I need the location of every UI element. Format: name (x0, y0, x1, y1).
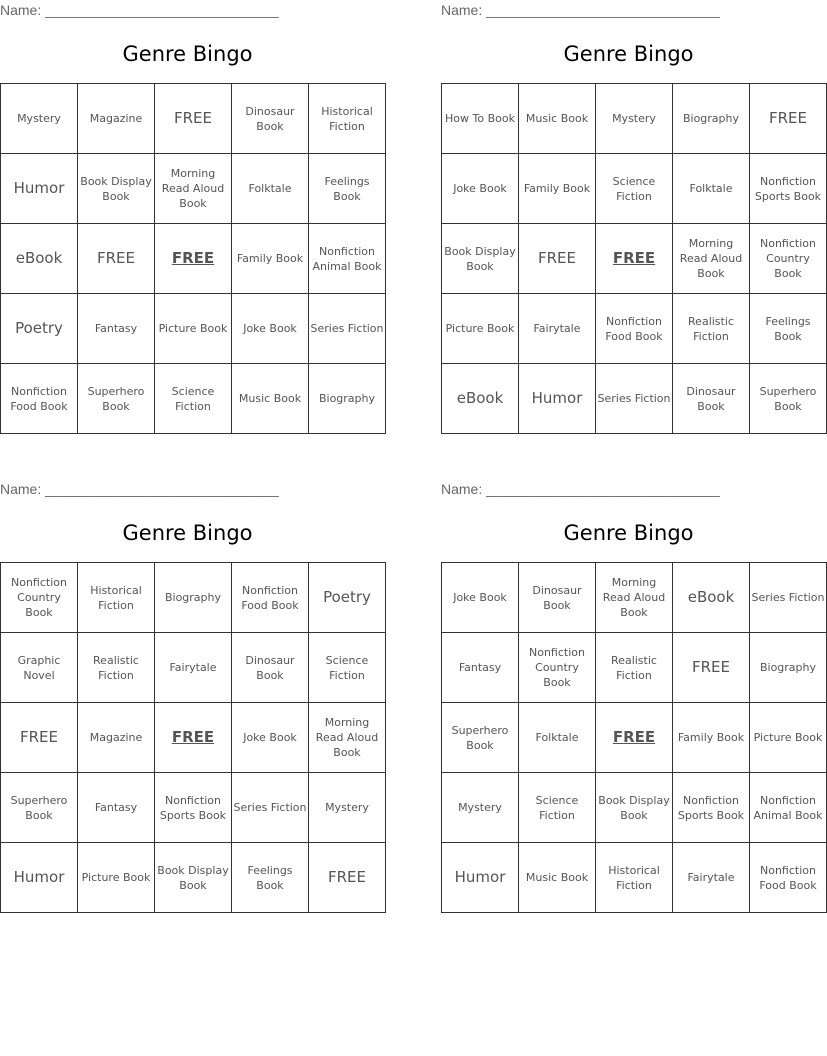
bingo-cell: Morning Read Aloud Book (673, 224, 750, 294)
card-title: Genre Bingo (563, 521, 694, 545)
bingo-cell: Humor (1, 843, 78, 913)
bingo-cell: Series Fiction (596, 364, 673, 434)
bingo-cell: Historical Fiction (78, 563, 155, 633)
bingo-cell: Nonfiction Country Book (750, 224, 827, 294)
bingo-cell: Biography (155, 563, 232, 633)
bingo-cell: Graphic Novel (1, 633, 78, 703)
card-title: Genre Bingo (122, 42, 253, 66)
center-free-cell: FREE (596, 703, 673, 773)
bingo-cell: Fairytale (519, 294, 596, 364)
grid-row (1, 84, 386, 154)
bingo-cell: Family Book (673, 703, 750, 773)
bingo-grid (441, 562, 827, 913)
bingo-card-1 (0, 0, 384, 436)
bingo-cell: Book Display Book (596, 773, 673, 843)
bingo-cell: Poetry (1, 294, 78, 364)
bingo-cell: Picture Book (78, 843, 155, 913)
bingo-cell: Series Fiction (309, 294, 386, 364)
bingo-cell: Folktale (519, 703, 596, 773)
grid-row (442, 773, 827, 843)
bingo-cell: FREE (78, 224, 155, 294)
grid-row (1, 633, 386, 703)
bingo-cell: Nonfiction Animal Book (750, 773, 827, 843)
grid-row (442, 84, 827, 154)
bingo-cell: Nonfiction Food Book (232, 563, 309, 633)
bingo-card-3 (0, 479, 379, 915)
bingo-cell: FREE (750, 84, 827, 154)
name-field-label: Name: ______________________________ (441, 481, 720, 497)
bingo-cell: FREE (155, 84, 232, 154)
bingo-cell: Family Book (519, 154, 596, 224)
bingo-cell: Dinosaur Book (519, 563, 596, 633)
bingo-cell: Fairytale (673, 843, 750, 913)
bingo-cell: Book Display Book (155, 843, 232, 913)
bingo-cell: Humor (1, 154, 78, 224)
bingo-cell: Nonfiction Country Book (1, 563, 78, 633)
bingo-cell: Biography (750, 633, 827, 703)
bingo-cell: Book Display Book (78, 154, 155, 224)
bingo-cell: Nonfiction Animal Book (309, 224, 386, 294)
bingo-cell: Historical Fiction (596, 843, 673, 913)
bingo-cell: Mystery (596, 84, 673, 154)
bingo-cell: Nonfiction Country Book (519, 633, 596, 703)
grid-row (442, 703, 827, 773)
bingo-cell: eBook (673, 563, 750, 633)
grid-row (442, 563, 827, 633)
grid-row (1, 294, 386, 364)
bingo-cell: Book Display Book (442, 224, 519, 294)
bingo-cell: Nonfiction Sports Book (750, 154, 827, 224)
bingo-cell: Superhero Book (1, 773, 78, 843)
bingo-cell: Science Fiction (596, 154, 673, 224)
bingo-cell: FREE (1, 703, 78, 773)
bingo-cell: Nonfiction Food Book (1, 364, 78, 434)
bingo-cell: Realistic Fiction (596, 633, 673, 703)
bingo-cell: Superhero Book (442, 703, 519, 773)
grid-row (1, 843, 386, 913)
bingo-grid (0, 562, 386, 913)
bingo-grid (0, 83, 386, 434)
bingo-cell: Music Book (232, 364, 309, 434)
bingo-cell: Superhero Book (78, 364, 155, 434)
bingo-cell: Family Book (232, 224, 309, 294)
bingo-cell: Nonfiction Food Book (750, 843, 827, 913)
bingo-cell: Feelings Book (232, 843, 309, 913)
bingo-cell: Folktale (232, 154, 309, 224)
bingo-cell: Joke Book (442, 154, 519, 224)
bingo-cell: Joke Book (232, 703, 309, 773)
grid-row (1, 154, 386, 224)
bingo-cell: How To Book (442, 84, 519, 154)
center-free-cell: FREE (155, 703, 232, 773)
grid-row (1, 773, 386, 843)
bingo-cell: Biography (309, 364, 386, 434)
bingo-cell: Mystery (309, 773, 386, 843)
bingo-cell: Feelings Book (309, 154, 386, 224)
bingo-cell: Feelings Book (750, 294, 827, 364)
bingo-cell: Mystery (1, 84, 78, 154)
bingo-cell: Nonfiction Sports Book (155, 773, 232, 843)
bingo-cell: Fantasy (78, 773, 155, 843)
bingo-cell: Series Fiction (750, 563, 827, 633)
bingo-cell: Folktale (673, 154, 750, 224)
bingo-cell: FREE (519, 224, 596, 294)
bingo-cell: Magazine (78, 703, 155, 773)
bingo-cell: Fantasy (78, 294, 155, 364)
bingo-cell: Morning Read Aloud Book (596, 563, 673, 633)
bingo-cell: Humor (519, 364, 596, 434)
bingo-cell: Picture Book (750, 703, 827, 773)
bingo-grid (441, 83, 827, 434)
bingo-cell: Picture Book (155, 294, 232, 364)
grid-row (1, 224, 386, 294)
bingo-cell: Nonfiction Food Book (596, 294, 673, 364)
grid-row (1, 563, 386, 633)
bingo-cell: Historical Fiction (309, 84, 386, 154)
grid-row (442, 633, 827, 703)
bingo-cell: eBook (1, 224, 78, 294)
bingo-cell: Poetry (309, 563, 386, 633)
center-free-cell: FREE (155, 224, 232, 294)
bingo-cell: Science Fiction (309, 633, 386, 703)
bingo-cell: Music Book (519, 843, 596, 913)
bingo-cell: Science Fiction (519, 773, 596, 843)
bingo-card-2 (441, 0, 822, 436)
bingo-cell: Joke Book (232, 294, 309, 364)
bingo-cell: Fantasy (442, 633, 519, 703)
bingo-cell: eBook (442, 364, 519, 434)
bingo-cell: Dinosaur Book (673, 364, 750, 434)
bingo-cell: Picture Book (442, 294, 519, 364)
bingo-cell: Mystery (442, 773, 519, 843)
bingo-cell: FREE (309, 843, 386, 913)
bingo-cell: Music Book (519, 84, 596, 154)
bingo-cell: Joke Book (442, 563, 519, 633)
grid-row (442, 294, 827, 364)
bingo-cell: FREE (673, 633, 750, 703)
bingo-cell: Realistic Fiction (673, 294, 750, 364)
bingo-cell: Fairytale (155, 633, 232, 703)
bingo-cell: Dinosaur Book (232, 84, 309, 154)
grid-row (442, 364, 827, 434)
bingo-cell: Dinosaur Book (232, 633, 309, 703)
bingo-cell: Realistic Fiction (78, 633, 155, 703)
card-title: Genre Bingo (563, 42, 694, 66)
center-free-cell: FREE (596, 224, 673, 294)
card-title: Genre Bingo (122, 521, 253, 545)
grid-row (1, 364, 386, 434)
grid-row (442, 224, 827, 294)
bingo-cell: Biography (673, 84, 750, 154)
bingo-cell: Morning Read Aloud Book (155, 154, 232, 224)
bingo-cell: Science Fiction (155, 364, 232, 434)
grid-row (442, 154, 827, 224)
grid-row (442, 843, 827, 913)
grid-row (1, 703, 386, 773)
name-field-label: Name: ______________________________ (0, 481, 279, 497)
bingo-cell: Series Fiction (232, 773, 309, 843)
bingo-cell: Humor (442, 843, 519, 913)
bingo-cell: Nonfiction Sports Book (673, 773, 750, 843)
name-field-label: Name: ______________________________ (441, 2, 720, 18)
bingo-cell: Morning Read Aloud Book (309, 703, 386, 773)
name-field-label: Name: ______________________________ (0, 2, 279, 18)
bingo-card-4 (441, 479, 825, 915)
bingo-cell: Superhero Book (750, 364, 827, 434)
bingo-cell: Magazine (78, 84, 155, 154)
